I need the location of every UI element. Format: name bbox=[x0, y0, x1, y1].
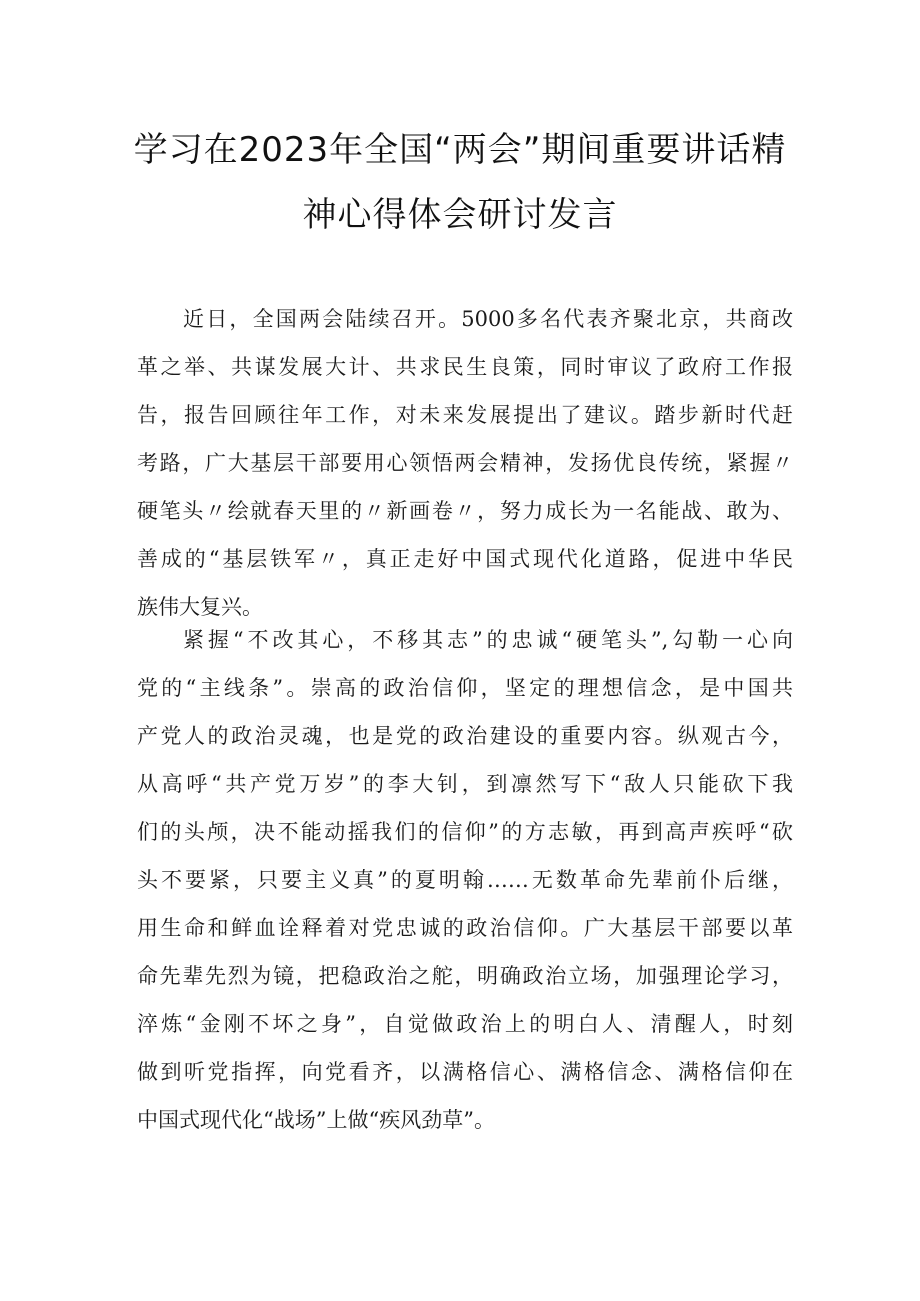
paragraph-line: 淬炼“金刚不坏之身”，自觉做政治上的明白人、清醒人，时刻 bbox=[137, 1012, 793, 1036]
paragraph-line: 从高呼“共产党万岁”的李大钊，到凛然写下“敌人只能砍下我 bbox=[137, 772, 793, 796]
paragraph-line: 们的头颅，决不能动摇我们的信仰”的方志敏，再到高声疾呼“砍 bbox=[137, 820, 793, 844]
paragraph-line: 善成的“基层铁军〃，真正走好中国式现代化道路，促进中华民 bbox=[137, 547, 793, 571]
paragraph-line: 命先辈先烈为镜，把稳政治之舵，明确政治立场，加强理论学习， bbox=[137, 964, 793, 988]
paragraph-line: 告，报告回顾往年工作，对未来发展提出了建议。踏步新时代赶 bbox=[137, 403, 793, 427]
paragraph-line: 硬笔头〃绘就春天里的〃新画卷〃，努力成长为一名能战、敢为、 bbox=[137, 499, 793, 523]
document-title-line-2: 神心得体会研讨发言 bbox=[302, 195, 618, 235]
paragraph-line: 头不要紧，只要主义真”的夏明翰……无数革命先辈前仆后继， bbox=[137, 868, 793, 892]
paragraph-line: 产党人的政治灵魂，也是党的政治建设的重要内容。纵观古今， bbox=[137, 724, 793, 748]
document-title-line-1: 学习在2023年全国“两会”期间重要讲话精 bbox=[133, 130, 787, 170]
paragraph-line: 考路，广大基层干部要用心领悟两会精神，发扬优良传统，紧握〃 bbox=[137, 451, 793, 475]
paragraph-line: 中国式现代化“战场”上做“疾风劲草”。 bbox=[137, 1108, 495, 1132]
paragraph-line: 紧握“不改其心，不移其志”的忠诚“硬笔头”,勾勒一心向 bbox=[183, 628, 793, 652]
paragraph-line: 党的“主线条”。崇高的政治信仰，坚定的理想信念，是中国共 bbox=[137, 676, 793, 700]
paragraph-line: 做到听党指挥，向党看齐，以满格信心、满格信念、满格信仰在 bbox=[137, 1060, 793, 1084]
paragraph-line: 近日，全国两会陆续召开。5000多名代表齐聚北京，共商改 bbox=[183, 307, 793, 331]
paragraph-line: 族伟大复兴。 bbox=[137, 595, 263, 619]
paragraph-line: 革之举、共谋发展大计、共求民生良策，同时审议了政府工作报 bbox=[137, 355, 793, 379]
paragraph-line: 用生命和鲜血诠释着对党忠诚的政治信仰。广大基层干部要以革 bbox=[137, 916, 793, 940]
